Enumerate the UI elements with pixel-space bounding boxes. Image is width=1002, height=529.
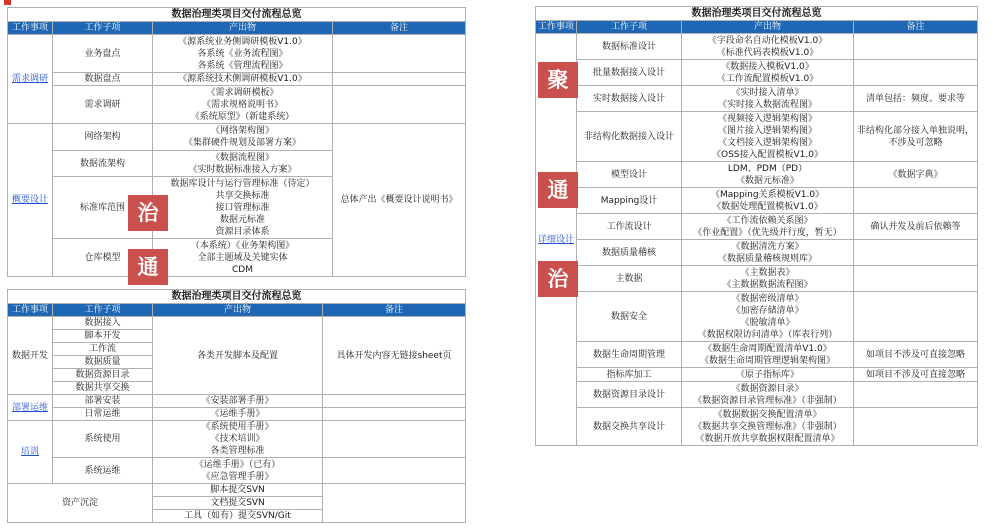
col-header-note: 备注 bbox=[323, 304, 466, 317]
output-cell: 《数据清洗方案》 《数据质量稽核规则库》 bbox=[682, 240, 854, 266]
table-title: 数据治理类项目交付流程总览 bbox=[8, 8, 466, 22]
col-header-subitem: 工作子项 bbox=[53, 22, 153, 35]
subitem-cell: 数据质量 bbox=[53, 356, 153, 369]
output-cell: 《数据密级清单》 《加密存储清单》 《脱敏清单》 《数据权限访问清单》（库表行列） bbox=[682, 292, 854, 342]
subitem-cell: 数据接入 bbox=[53, 317, 153, 330]
subitem-cell: 数据资源目录 bbox=[53, 369, 153, 382]
note-cell bbox=[854, 188, 978, 214]
subitem-cell: 数据共享交换 bbox=[53, 382, 153, 395]
note-cell bbox=[854, 34, 978, 60]
output-cell: 《主数据表》 《主数据数据流程图》 bbox=[682, 266, 854, 292]
item-deploy-ops[interactable] bbox=[8, 395, 53, 421]
item-requirement-research[interactable] bbox=[8, 35, 53, 124]
table-title: 数据治理类项目交付流程总览 bbox=[536, 7, 978, 21]
col-header-note: 备注 bbox=[854, 21, 978, 34]
output-cell: 《网络架构图》 《集群硬件规划及部署方案》 bbox=[153, 124, 333, 151]
output-cell: 《安装部署手册》 bbox=[153, 395, 323, 408]
col-header-note: 备注 bbox=[333, 22, 466, 35]
subitem-cell: 数据标准设计 bbox=[577, 34, 682, 60]
note-cell: 清单包括：频度、要求等 bbox=[854, 86, 978, 112]
output-cell: 数据库设计与运行管理标准（待定） 共享交换标准 接口管理标准 数据元标准 资源目录体系 bbox=[153, 177, 333, 239]
note-cell bbox=[854, 408, 978, 446]
col-header-item: 工作事项 bbox=[8, 304, 53, 317]
stamp-zhi-left: 治 bbox=[128, 195, 168, 231]
col-header-item: 工作事项 bbox=[536, 21, 577, 34]
subitem-cell: 需求调研 bbox=[53, 86, 153, 124]
table-title: 数据治理类项目交付流程总览 bbox=[8, 290, 466, 304]
note-cell: 确认并发及前后依赖等 bbox=[854, 214, 978, 240]
output-cell: 脚本提交SVN bbox=[153, 484, 323, 497]
stamp-tong-left: 通 bbox=[128, 249, 168, 285]
link-deploy-ops[interactable]: 部署运维 bbox=[11, 402, 48, 413]
subitem-cell: 指标库加工 bbox=[577, 368, 682, 382]
link-outline-design[interactable]: 概要设计 bbox=[11, 195, 48, 205]
subitem-cell: 业务盘点 bbox=[53, 35, 153, 73]
note-cell bbox=[333, 86, 466, 124]
output-cell: 文档提交SVN bbox=[153, 497, 323, 510]
item-asset-accumulation: 资产沉淀 bbox=[8, 484, 153, 523]
link-detailed-design[interactable]: 详细设计 bbox=[538, 234, 575, 245]
subitem-cell: 系统使用 bbox=[53, 421, 153, 458]
output-cell: 《数据生命周期配置清单V1.0》 《数据生命周期管理逻辑架构图》 bbox=[682, 342, 854, 368]
col-header-item: 工作事项 bbox=[8, 22, 53, 35]
output-cell: 《工作流依赖关系图》 《作业配置》（优先级并行度，暂无） bbox=[682, 214, 854, 240]
output-cell: 《源系统业务侧调研模板V1.0》 各系统《业务流程图》 各系统《管理流程图》 bbox=[153, 35, 333, 73]
output-cell: 《运维手册》（已有） 《应急管理手册》 bbox=[153, 458, 323, 484]
subitem-cell: 脚本开发 bbox=[53, 330, 153, 343]
note-cell: 具体开发内容无链接sheet页 bbox=[323, 317, 466, 395]
note-cell: 《数据字典》 bbox=[854, 162, 978, 188]
output-cell: 《源系统技术侧调研模板V1.0》 bbox=[153, 73, 333, 86]
output-cell: 《实时接入清单》 《实时接入数据流程图》 bbox=[682, 86, 854, 112]
subitem-cell: 系统运维 bbox=[53, 458, 153, 484]
note-cell bbox=[854, 60, 978, 86]
col-header-output: 产出物 bbox=[682, 21, 854, 34]
note-cell bbox=[854, 382, 978, 408]
note-cell: 总体产出《概要设计说明书》 bbox=[333, 124, 466, 277]
item-training[interactable] bbox=[8, 421, 53, 484]
note-cell bbox=[854, 266, 978, 292]
subitem-cell: 工作流设计 bbox=[577, 214, 682, 240]
corner-red-mark bbox=[4, 0, 11, 5]
subitem-cell: 数据质量稽核 bbox=[577, 240, 682, 266]
output-cell: （本系统）《业务架构图》 全部主题域及关键实体 CDM bbox=[153, 239, 333, 277]
subitem-cell: 数据安全 bbox=[577, 292, 682, 342]
output-cell: 《视频接入逻辑架构图》 《图片接入逻辑架构图》 《文档接入逻辑架构图》 《OSS接入配置模板V1.0》 bbox=[682, 112, 854, 162]
col-header-output: 产出物 bbox=[153, 304, 323, 317]
subitem-cell: 非结构化数据接入设计 bbox=[577, 112, 682, 162]
subitem-cell: 数据生命周期管理 bbox=[577, 342, 682, 368]
output-cell: 《字段命名自动化模板V1.0》 《标准代码表模板V1.0》 bbox=[682, 34, 854, 60]
output-cell: 《数据资源目录》 《数据资源目录管理标准》（非强制） bbox=[682, 382, 854, 408]
note-cell bbox=[323, 458, 466, 484]
item-outline-design[interactable] bbox=[8, 124, 53, 277]
note-cell: 如项目不涉及可直接忽略 bbox=[854, 368, 978, 382]
note-cell bbox=[323, 421, 466, 458]
output-cell: 《系统使用手册》 《技术培训》 各类管理标准 bbox=[153, 421, 323, 458]
subitem-cell: Mapping设计 bbox=[577, 188, 682, 214]
output-cell: 《数据流程图》 《实时数据标准接入方案》 bbox=[153, 151, 333, 177]
subitem-cell: 数据交换共享设计 bbox=[577, 408, 682, 446]
subitem-cell: 网络架构 bbox=[53, 124, 153, 151]
subitem-cell: 批量数据接入设计 bbox=[577, 60, 682, 86]
subitem-cell: 数据资源目录设计 bbox=[577, 382, 682, 408]
subitem-cell: 标准库范围 bbox=[53, 177, 153, 239]
table-requirements-design bbox=[7, 7, 465, 277]
output-cell: 《Mapping关系模板V1.0》 《数据处理配置模板V1.0》 bbox=[682, 188, 854, 214]
subitem-cell: 数据流架构 bbox=[53, 151, 153, 177]
link-training[interactable]: 培训 bbox=[20, 447, 39, 457]
subitem-cell: 主数据 bbox=[577, 266, 682, 292]
output-cell: 各类开发脚本及配置 bbox=[153, 317, 323, 395]
output-cell: 工具（如有）提交SVN/Git bbox=[153, 510, 323, 523]
output-cell: 《运维手册》 bbox=[153, 408, 323, 421]
output-cell: 《数据数据交换配置清单》 《数据共享交换管理标准》（非强制） 《数据开放共享数据权限配置清单》 bbox=[682, 408, 854, 446]
output-cell: 《原子指标库》 bbox=[682, 368, 854, 382]
note-cell bbox=[333, 35, 466, 73]
note-cell bbox=[323, 408, 466, 421]
link-requirement-research[interactable]: 需求调研 bbox=[11, 74, 48, 84]
output-cell: 《数据接入模板V1.0》 《工作流配置模板V1.0》 bbox=[682, 60, 854, 86]
subitem-cell: 部署安装 bbox=[53, 395, 153, 408]
stamp-tong-right: 通 bbox=[538, 172, 578, 208]
output-cell: LDM、PDM（PD） 《数据元标准》 bbox=[682, 162, 854, 188]
item-data-development: 数据开发 bbox=[8, 317, 53, 395]
note-cell bbox=[854, 292, 978, 342]
note-cell: 非结构化部分接入单独说明，不涉及可忽略 bbox=[854, 112, 978, 162]
stamp-zhi-right: 治 bbox=[538, 261, 578, 297]
col-header-subitem: 工作子项 bbox=[577, 21, 682, 34]
table-detailed-design bbox=[535, 6, 977, 446]
col-header-output: 产出物 bbox=[153, 22, 333, 35]
note-cell: 如项目不涉及可直接忽略 bbox=[854, 342, 978, 368]
table-development-ops bbox=[7, 289, 465, 523]
col-header-subitem: 工作子项 bbox=[53, 304, 153, 317]
note-cell bbox=[333, 73, 466, 86]
subitem-cell: 日常运维 bbox=[53, 408, 153, 421]
subitem-cell: 数据盘点 bbox=[53, 73, 153, 86]
note-cell bbox=[323, 484, 466, 523]
output-cell: 《需求调研模板》 《需求规格说明书》 《系统原型》（新建系统） bbox=[153, 86, 333, 124]
subitem-cell: 实时数据接入设计 bbox=[577, 86, 682, 112]
subitem-cell: 仓库模型 bbox=[53, 239, 153, 277]
subitem-cell: 工作流 bbox=[53, 343, 153, 356]
note-cell bbox=[854, 240, 978, 266]
note-cell bbox=[323, 395, 466, 408]
stamp-ju-right: 聚 bbox=[538, 62, 578, 98]
subitem-cell: 模型设计 bbox=[577, 162, 682, 188]
